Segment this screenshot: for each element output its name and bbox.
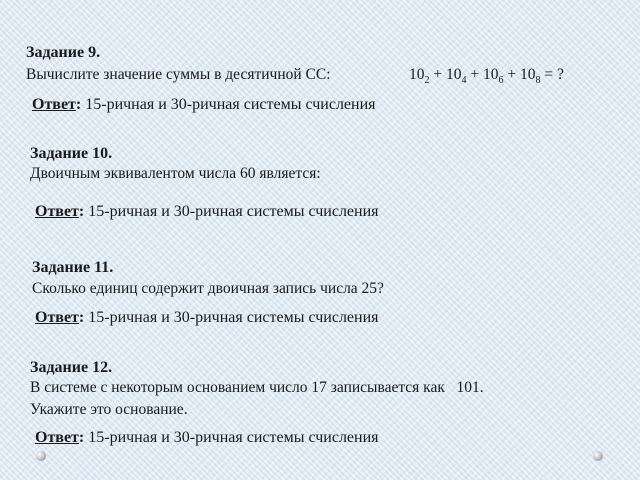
term-3-sub: 6 [498, 75, 504, 87]
task-10-answer [35, 203, 379, 221]
term-1-sub: 2 [424, 75, 430, 87]
plus-sign: + [433, 66, 443, 83]
task-10-title [30, 145, 112, 163]
task-9-title [26, 44, 100, 62]
task-9-expression [409, 66, 564, 86]
term-2-sub: 4 [461, 75, 467, 87]
term-2-base: 10 [446, 66, 462, 83]
task-10-title-dot: . [108, 145, 113, 162]
task-12-question-line2: Укажите это основание. [30, 401, 188, 418]
task-12-title-label: Задание 12 [30, 359, 109, 376]
answer-label: Ответ [35, 309, 79, 326]
plus-sign: + [507, 66, 517, 83]
answer-colon: : [75, 96, 82, 113]
answer-text: 15-ричная и 30-ричная системы счисления [81, 96, 376, 113]
answer-text: 15-ричная и 30-ричная системы счисления [84, 309, 379, 326]
task-12-question-text: В системе с некоторым основанием число 17 записывается как [30, 379, 445, 396]
task-12-question [30, 379, 484, 397]
task-9-title-dot: . [96, 44, 101, 61]
task-9-title-label: Задание 9 [26, 44, 97, 61]
task-9-question: Вычислите значение суммы в десятичной СС: [26, 66, 331, 83]
expression-tail: = ? [544, 66, 564, 83]
term-1-base: 10 [409, 66, 425, 83]
task-11-title-label: Задание 11 [32, 259, 110, 276]
plus-sign: + [470, 66, 480, 83]
task-12-title [30, 359, 112, 377]
answer-label: Ответ [35, 203, 79, 220]
answer-label: Ответ [32, 96, 76, 113]
task-10-question: Двоичным эквивалентом числа 60 является: [30, 165, 321, 182]
task-10-title-label: Задание 10 [30, 145, 109, 162]
bullet-dot-left [36, 451, 46, 461]
term-3-base: 10 [483, 66, 499, 83]
answer-text: 15-ричная и 30-ричная системы счисления [84, 203, 379, 220]
term-4-sub: 8 [535, 75, 541, 87]
task-9-answer [32, 96, 376, 114]
answer-label: Ответ [35, 429, 79, 446]
task-11-answer [35, 309, 379, 327]
term-4-base: 10 [520, 66, 536, 83]
task-12-question-value: 101. [456, 379, 484, 396]
bullet-dot-right [593, 451, 603, 461]
task-11-title [32, 259, 113, 277]
task-11-title-dot: . [109, 259, 114, 276]
task-12-title-dot: . [108, 359, 113, 376]
answer-text: 15-ричная и 30-ричная системы счисления [84, 429, 379, 446]
answer-colon: : [78, 309, 85, 326]
task-12-answer [35, 429, 379, 447]
answer-colon: : [78, 429, 85, 446]
answer-colon: : [78, 203, 85, 220]
task-11-question: Сколько единиц содержит двоичная запись числа 25? [32, 280, 384, 297]
